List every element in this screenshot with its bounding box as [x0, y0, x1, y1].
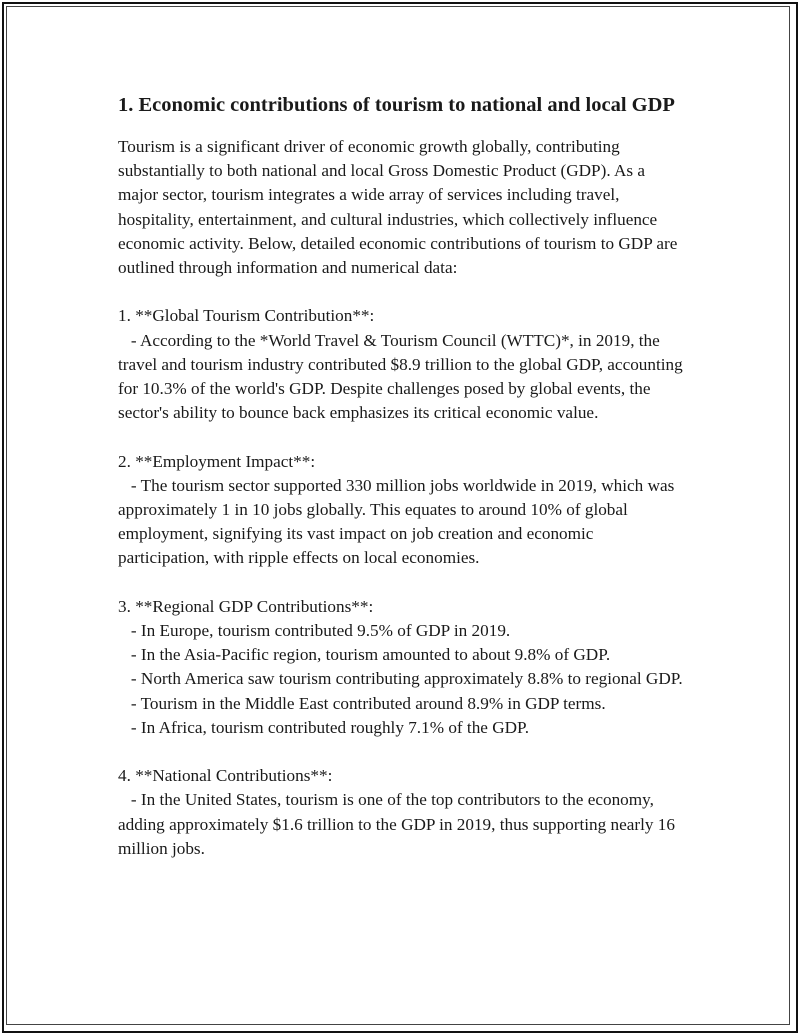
section-regional-contributions — [118, 595, 686, 740]
section-employment-impact — [118, 450, 686, 571]
section-heading: 1. Economic contributions of tourism to national and local GDP — [118, 94, 675, 116]
section-item: - In Europe, tourism contributed 9.5% of GDP in 2019. — [118, 621, 511, 641]
section-item: - North America saw tourism contributing approximately 8.8% to regional GDP. — [118, 669, 683, 689]
section-global-contribution — [118, 304, 686, 425]
section-item: - In the Asia-Pacific region, tourism amounted to about 9.8% of GDP. — [118, 645, 611, 665]
section-item: - In Africa, tourism contributed roughly 7.1% of the GDP. — [118, 717, 529, 737]
spacer — [118, 740, 686, 764]
section-national-contributions — [118, 764, 686, 861]
spacer — [118, 425, 686, 449]
section-title: 4. **National Contributions**: — [118, 766, 333, 786]
spacer — [118, 571, 686, 595]
section-item: - The tourism sector supported 330 million jobs worldwide in 2019, which was approximately 1 in 10 jobs globally. This equates to around 10% of global employment, signifying its vast impact on job creation and economic participation, with ripple effects on local economies. — [118, 475, 679, 568]
section-title: 3. **Regional GDP Contributions**: — [118, 596, 374, 616]
section-item: - According to the *World Travel & Tourism Council (WTTC)*, in 2019, the travel and tourism industry contributed $8.9 trillion to the global GDP, accounting for 10.3% of the world's GDP. Despite challenges posed by global events, the sector's ability to bounce back emphasizes its critical economic value. — [118, 330, 688, 423]
spacer — [118, 280, 686, 304]
section-title: 1. **Global Tourism Contribution**: — [118, 306, 375, 326]
section-item: - Tourism in the Middle East contributed around 8.9% in GDP terms. — [118, 693, 606, 713]
intro-paragraph: Tourism is a significant driver of economic growth globally, contributing substantially to both national and local Gross Domestic Product (GDP). As a major sector, tourism integrates a wide array of services including travel, hospitality, entertainment, and cultural industries, which collectively influence economic activity. Below, detailed economic contributions of tourism to GDP are outlined through information and numerical data: — [118, 137, 682, 278]
document-body — [118, 92, 686, 861]
section-item: - In the United States, tourism is one of the top contributors to the economy, adding approximately $1.6 trillion to the GDP in 2019, thus supporting nearly 16 million jobs. — [118, 790, 680, 858]
section-title: 2. **Employment Impact**: — [118, 451, 316, 471]
